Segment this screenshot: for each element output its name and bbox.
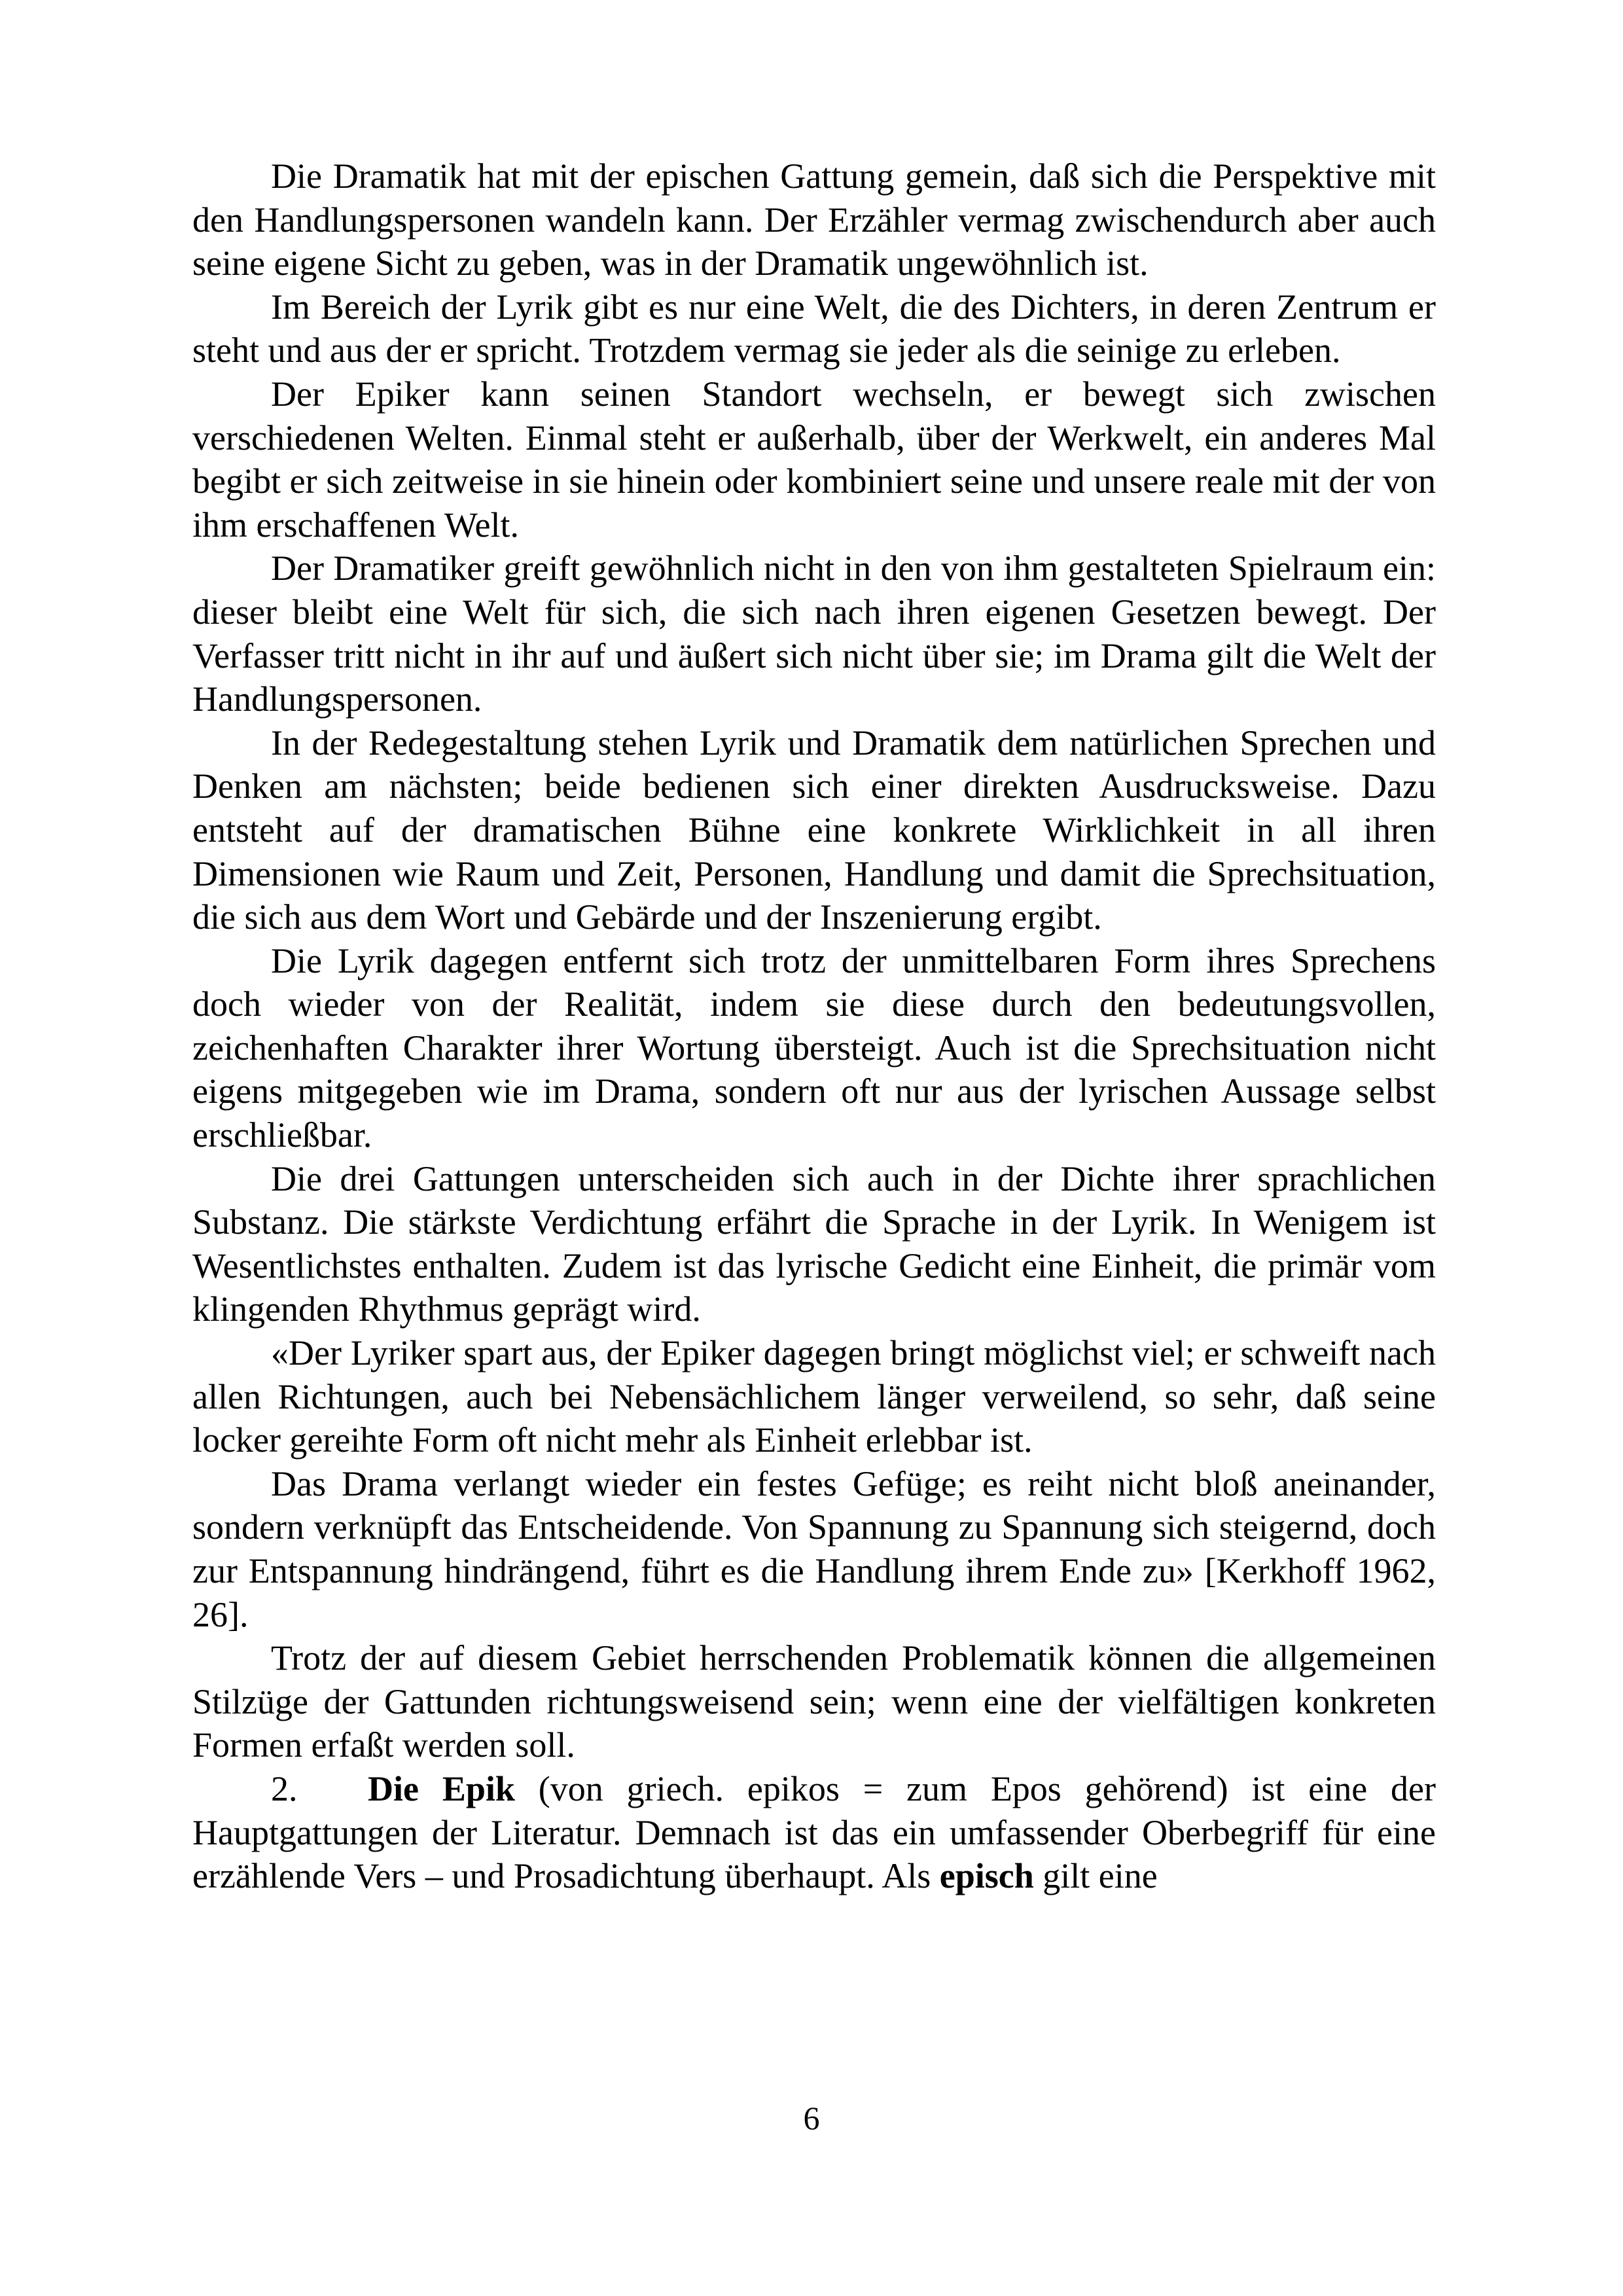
page-number: 6: [803, 2100, 820, 2136]
document-page: [192, 154, 1436, 1898]
paragraph-redegestaltung: In der Redegestaltung stehen Lyrik und Dramatik dem natürlichen Sprechen und Denken am nächsten; beide bedienen sich einer direkten Ausdrucksweise. Dazu entsteht auf der dramatischen Bühne eine konkrete Wirklichkeit in all ihren Dimensionen wie Raum und Zeit, Personen, Handlung und damit die Sprechsituation, die sich aus dem Wort und Gebärde und der Inszenierung ergibt.: [192, 723, 1436, 937]
epik-definition-continuation: gilt eine: [1033, 1856, 1158, 1896]
epik-definition-text: (von griech. epikos = zum Epos gehörend) ist eine der Hauptgattungen der Literatur. Demnach ist das ein umfassender Oberbegriff für eine erzählende Vers – und Prosadichtung überhaupt. Als: [192, 1768, 1436, 1896]
term-episch: episch: [939, 1856, 1034, 1896]
paragraph-epiker-standort: Der Epiker kann seinen Standort wechseln, er bewegt sich zwischen verschiedenen Welten. Einmal steht er außerhalb, über der Werkwelt, ein anderes Mal begibt er sich zeitweise in sie hinein oder kombiniert seine und unsere reale mit der von ihm erschaffenen Welt.: [192, 374, 1436, 545]
paragraph-drama-gefuege: Das Drama verlangt wieder ein festes Gefüge; es reiht nicht bloß aneinander, sondern verknüpft das Entscheidende. Von Spannung zu Spannung sich steigernd, doch zur Entspannung hindrängend, führt es die Handlung ihrem Ende zu» [Kerkhoff 1962, 26].: [192, 1463, 1436, 1634]
paragraph-lyrik-welt: Im Bereich der Lyrik gibt es nur eine Welt, die des Dichters, in deren Zentrum er steht und aus der er spricht. Trotzdem vermag sie jeder als die seinige zu erleben.: [192, 287, 1436, 370]
section-number: 2.: [271, 1768, 298, 1808]
paragraph-lyriker-epiker-quote: «Der Lyriker spart aus, der Epiker dagegen bringt möglichst viel; er schweift nach allen Richtungen, auch bei Nebensächlichem länger verweilend, so sehr, daß seine locker gereihte Form oft nicht mehr als Einheit erlebbar ist.: [192, 1333, 1436, 1460]
paragraph-lyrik-realitaet: Die Lyrik dagegen entfernt sich trotz der unmittelbaren Form ihres Sprechens doch wieder von der Realität, indem sie diese durch den bedeutungsvollen, zeichenhaften Charakter ihrer Wortung übersteigt. Auch ist die Sprechsituation nicht eigens mitgegeben wie im Drama, sondern oft nur aus der lyrischen Aussage selbst erschließbar.: [192, 941, 1436, 1155]
paragraph-epik-definition: [192, 1767, 1436, 1898]
paragraph-dramatik-perspektive: Die Dramatik hat mit der epischen Gattung gemein, daß sich die Perspektive mit den Handlungspersonen wandeln kann. Der Erzähler vermag zwischendurch aber auch seine eigene Sicht zu geben, was in der Dramatik ungewöhnlich ist.: [192, 156, 1436, 283]
paragraph-dramatiker-spielraum: Der Dramatiker greift gewöhnlich nicht in den von ihm gestalteten Spielraum ein: dieser bleibt eine Welt für sich, die sich nach ihren eigenen Gesetzen bewegt. Der Verfasser tritt nicht in ihr auf und äußert sich nicht über sie; im Drama gilt die Welt der Handlungspersonen.: [192, 548, 1436, 719]
paragraph-stilzuege: Trotz der auf diesem Gebiet herrschenden Problematik können die allgemeinen Stilzüge der Gattunden richtungsweisend sein; wenn eine der vielfältigen konkreten Formen erfaßt werden soll.: [192, 1638, 1436, 1765]
paragraph-dichte-substanz: Die drei Gattungen unterscheiden sich auch in der Dichte ihrer sprachlichen Substanz. Die stärkste Verdichtung erfährt die Sprache in der Lyrik. In Wenigem ist Wesentlichstes enthalten. Zudem ist das lyrische Gedicht eine Einheit, die primär vom klingenden Rhythmus geprägt wird.: [192, 1158, 1436, 1329]
term-epik: Die Epik: [368, 1768, 515, 1808]
